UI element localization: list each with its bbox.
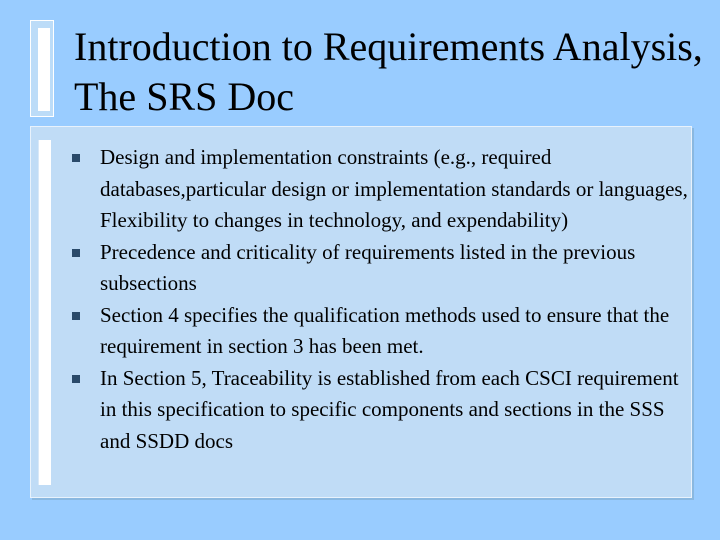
square-bullet-icon: [72, 312, 80, 320]
slide-title: Introduction to Requirements Analysis, The SRS Doc: [74, 24, 703, 119]
bullet-item-precedence: [72, 237, 692, 300]
bullet-text: In Section 5, Traceability is established from each CSCI requirement in this specification to specific components and sections in the SSS and SSDD docs: [100, 365, 679, 453]
bullet-item-design-constraints: [72, 142, 692, 237]
bullet-text: Design and implementation constraints (e.g., required databases,particular design or implementation standards or languages, Flexibility to changes in technology, and expendability): [100, 145, 688, 232]
bullet-item-section-5: [72, 363, 692, 458]
bullet-text: Precedence and criticality of requirements listed in the previous subsections: [100, 239, 636, 295]
title-accent-bar: [38, 28, 50, 111]
bullet-text: Section 4 specifies the qualification methods used to ensure that the requirement in section 3 has been met.: [100, 302, 670, 358]
square-bullet-icon: [72, 375, 80, 383]
bullet-list: [72, 142, 692, 457]
square-bullet-icon: [72, 154, 80, 162]
square-bullet-icon: [72, 249, 80, 257]
bullet-item-section-4: [72, 300, 692, 363]
content-accent-bar: [38, 140, 51, 485]
